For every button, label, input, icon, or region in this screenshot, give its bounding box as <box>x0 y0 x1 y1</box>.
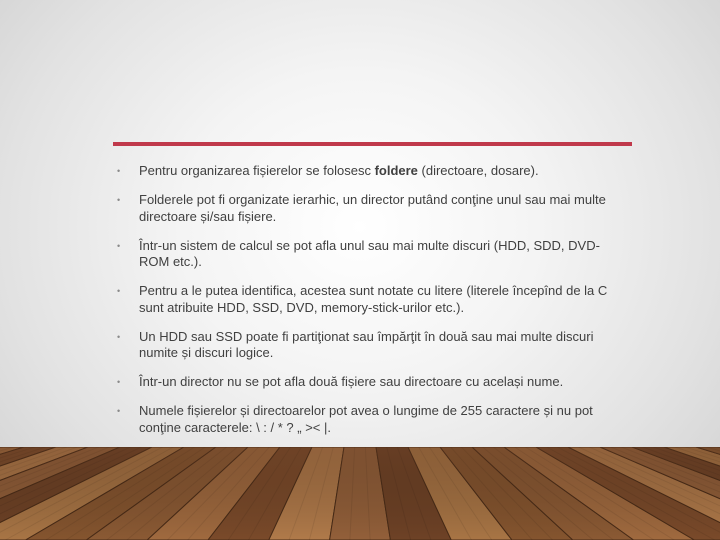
bullet-dot: • <box>117 166 121 176</box>
bullet-dot: • <box>117 195 121 205</box>
bullet-dot: • <box>117 286 121 296</box>
bullet-list <box>117 163 622 449</box>
bullet-item: • Folderele pot fi organizate ierarhic, un director putând conţine unul sau mai multe directoare și/sau fișiere. <box>117 192 606 224</box>
bullet-dot: • <box>117 406 121 416</box>
bullet-dot: • <box>117 377 121 387</box>
bullet-dot: • <box>117 240 121 251</box>
bold-term: foldere <box>374 163 418 178</box>
bullet-item: • Pentru a le putea identifica, acestea sunt notate cu litere (literele începînd de la C sunt atribuite HDD, SSD, DVD, memory-stick-urilor etc.). <box>117 283 608 315</box>
bullet-item: • Într-un director nu se pot afla două fișiere sau directoare cu același nume. <box>117 374 564 389</box>
wood-floor-image <box>0 447 720 540</box>
bullet-item: • Numele fișierelor și directoarelor pot avea o lungime de 255 caractere și nu pot conţine caracterele: \ : / * ? „ >< |. <box>117 403 593 435</box>
bullet-item: • Pentru organizarea fișierelor se folosesc foldere (directoare, dosare). <box>117 163 539 178</box>
bullet-item: • Un HDD sau SSD poate fi partiţionat sau împărţit în două sau mai multe discuri numite și discuri logice. <box>117 328 594 360</box>
bullet-dot: • <box>117 331 121 342</box>
bullet-item: • Într-un sistem de calcul se pot afla unul sau mai multe discuri (HDD, SDD, DVD-ROM etc.). <box>117 237 600 269</box>
accent-rule <box>113 142 632 146</box>
wood-floor <box>0 447 720 540</box>
